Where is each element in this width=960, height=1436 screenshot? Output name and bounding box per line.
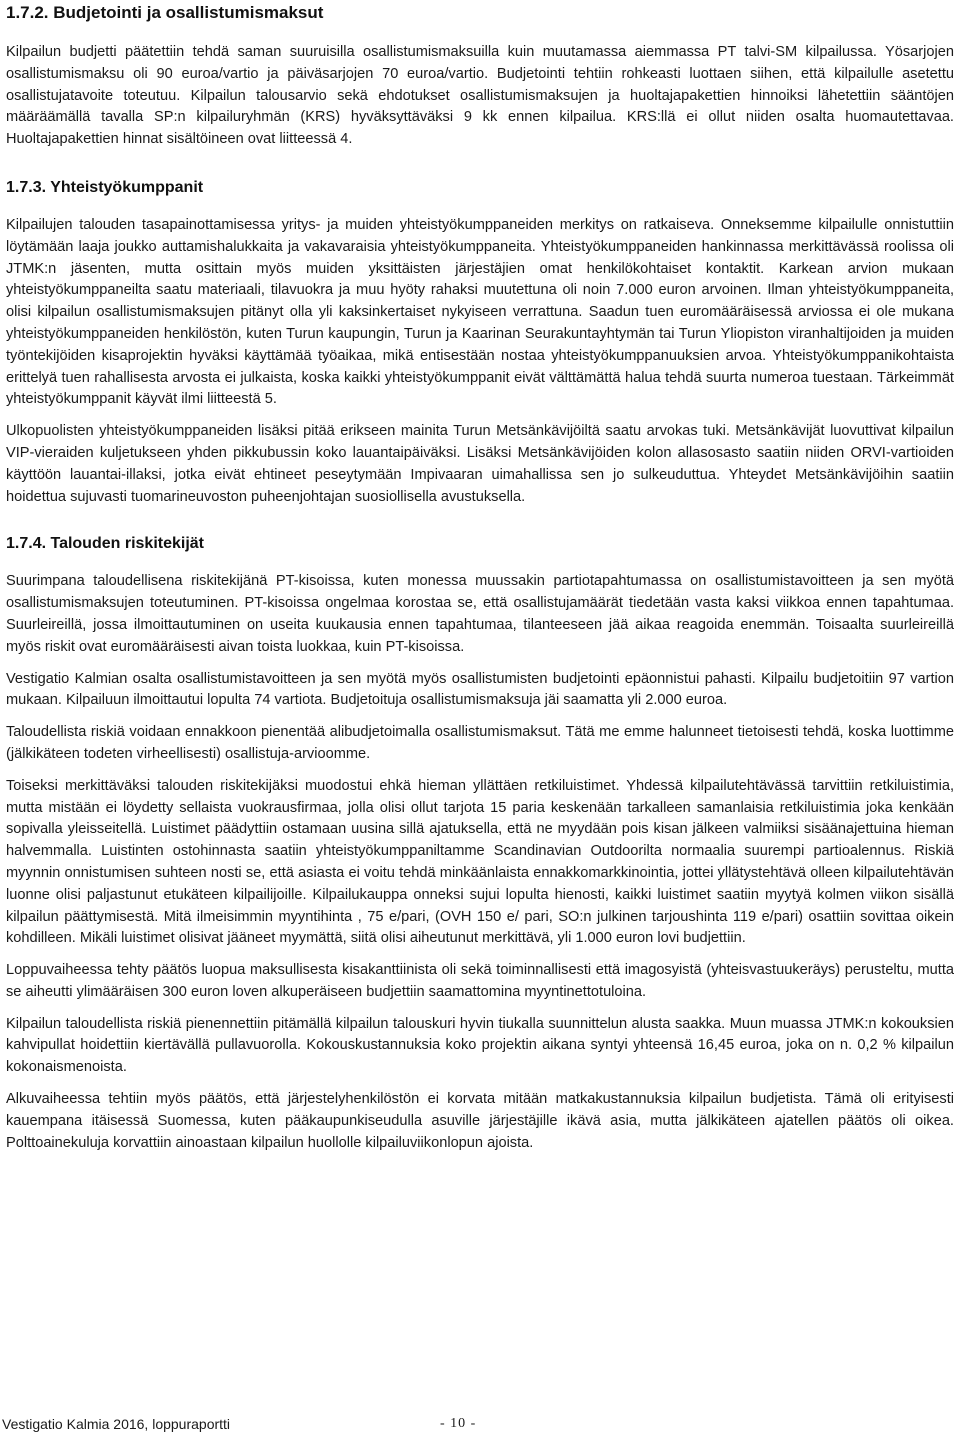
page-footer — [2, 1414, 952, 1434]
section-heading-budjetointi: 1.7.2. Budjetointi ja osallistumismaksut — [6, 3, 324, 22]
paragraph-yhteistyokumppanit-2: Ulkopuolisten yhteistyökumppaneiden lisäksi pitää erikseen mainita Turun Metsänkävijöiltä saatu arvokas tuki. Metsänkävijät luovuttivat kilpailun VIP-vieraiden kuljetukseen yhden pikkubussin koko lauantaipäiväksi. Lisäksi Metsänkävijöiden kolon allasosasto saatiin niiden ORVI-vartioiden käyttöön lauantai-illaksi, jotka eivät ehtineet peseytymään Impivaaran uimahallissa sen jo sulkeuduttua. Yhteydet Metsänkävijöihin saatiin hoidettua sujuvasti tuomarineuvoston puheenjohtajan suosiollisella avustuksella. — [6, 423, 954, 505]
footer-report-title: Vestigatio Kalmia 2016, loppuraportti — [2, 1416, 231, 1432]
paragraph-yhteistyokumppanit-1: Kilpailujen talouden tasapainottamisessa yritys- ja muiden yhteistyökumppaneiden merkitys on ratkaiseva. Onneksemme kilpailulle onnistuttiin löytämään laaja joukko auttamishalukkaita ja vakavaraisia yhteistyökumppaneita. Yhteistyökumppaneiden hankinnassa merkittävässä roolissa oli JTMK:n jäsenten, mutta osittain myös muiden yksittäisten järjestäjien omat henkilökohtaiset kontaktit. Karkean arvion mukaan yhteistyökumppaneilta saatu materiaali, tilavuokra ja muu hyöty rahaksi muutettuna oli noin 7.000 euron arvoinen. Ilman yhteistyökumppaneita, olisi kilpailun osallistumismaksujen pitänyt olla yli kaksinkertaiset nykyiseen verrattuna. Saadun tuen euromääräisessä arviossa ei ole mukana yhteistyökumppaneiden henkilöstön, kuten Turun kaupungin, Turun ja Kaarinan Seurakuntayhtymän tai Turun Yliopiston viranhaltijoiden ja muiden työntekijöiden kisaprojektin hyväksi käyttämää työaikaa, mikä entisestään nostaa yhteistyökumppanuuksien arvoa. Yhteistyökumppanikohtaista erittelyä tuen rahallisesta arvosta ei julkaista, koska kaikki yhteistyökumppanit eivät välttämättä halua tehdä suurta numeroa tuestaan. Tärkeimmät yhteistyökumppanit käyvät ilmi liitteestä 5. — [6, 216, 954, 408]
paragraph-riskitekijat-1: Suurimpana taloudellisena riskitekijänä PT-kisoissa, kuten monessa muussakin partiotapahtumassa on osallistumistavoitteen ja sen myötä osallistumismaksujen toteutuminen. PT-kisoissa ongelmaa korostaa se, että osallistujamäärät tiedetään vasta kaksi viikkoa ennen tapahtumaa. Suurleireillä, jossa ilmoittautuminen on useita kuukausia ennen tapahtumaa, tilanteeseen jää aikaa reagoida enemmän. Toisaalta suurleireillä myös riskit ovat euromääräisesti aivan toista luokkaa, kuin PT-kisoissa. — [6, 573, 954, 655]
section-heading-riskitekijat: 1.7.4. Talouden riskitekijät — [6, 535, 204, 553]
paragraph-riskitekijat-3: Taloudellista riskiä voidaan ennakkoon pienentää alibudjetoimalla osallistumismaksut. Tätä me emme halunneet tietoisesti tehdä, koska luottimme (jälkikäteen todeten virheellisesti) osallistuja-arvioomme. — [6, 724, 954, 762]
document-page — [6, 0, 954, 1154]
paragraph-riskitekijat-6: Kilpailun taloudellista riskiä pienennettiin pitämällä kilpailun talouskuri hyvin tiukalla suunnittelun alusta saakka. Muun muassa JTMK:n kokouksien kahvipullat hoidettiin kiertävällä pullavuorolla. Kokouskustannuksia koko projektin aikana syntyi yhteensä 16,45 euroa, joka on n. 0,2 % kilpailun kokonaismenoista. — [6, 1015, 954, 1076]
paragraph-budjetointi: Kilpailun budjetti päätettiin tehdä saman suuruisilla osallistumismaksuilla kuin muutamassa aiemmassa PT talvi-SM kilpailussa. Yösarjojen osallistumismaksu oli 90 euroa/vartio ja päiväsarjojen 70 euroa/vartio. Budjetointi tehtiin rohkeasti luottaen siihen, että kilpailulle asetettu osallistujatavoite toteutuu. Kilpailun talousarvio sekä ehdotukset osallistumismaksujen ja huoltajapakettien hinnoiksi lähetettiin sääntöjen määräämällä tavalla SP:n kilpailuryhmän (KRS) hyväksyttäväksi 9 kk ennen kilpailua. KRS:llä ei ollut niiden osalta huomautettavaa. Huoltajapakettien hinnat sisältöineen ovat liitteessä 4. — [6, 44, 954, 148]
paragraph-riskitekijat-2: Vestigatio Kalmian osalta osallistumistavoitteen ja sen myötä myös osallistumisten budjetointi epäonnistui pahasti. Kilpailu budjetoitiin 97 vartion mukaan. Kilpailuun ilmoittautui lopulta 74 vartiota. Budjetoituja osallistumismaksuja jäi saamatta yli 2.000 euroa. — [6, 670, 954, 709]
section-heading-yhteistyokumppanit: 1.7.3. Yhteistyökumppanit — [6, 178, 204, 196]
page-number: - 10 - — [440, 1416, 477, 1431]
paragraph-riskitekijat-4: Toiseksi merkittäväksi talouden riskitekijäksi muodostui ehkä hieman yllättäen retkiluistimet. Yhdessä kilpailutehtävässä tarvittiin retkiluistimia, mutta mistään ei löydetty sellaista vuokrausfirmaa, jolla olisi ollut tarjota 15 paria keskenään tarkalleen samanlaisia retkiluistimia joka kenkään sopivalla yleisseitellä. Luistimet päädyttiin ostamaan uusina sillä ajatuksella, että ne myydään pois kisan jälkeen valmiiksi sisäänajettuina hieman halvemmalla. Luistinten ostohinnasta saatiin yhteistyökumppaniltamme Scandinavian Outdoorilta normaalia suurempi partioalennus. Riskiä myynnin onnistumisen suhteen nosti se, että asiasta ei voitu tehdä minkäänlaista ennakkomarkkinointia, jottei yllätystehtävä olleen kilpailutehtävän luonne olisi paljastunut etukäteen kilpailijoille. Kilpailukauppa onneksi sujui lopulta hienosti, kaikki luistimet saatiin myytyä kolmen viikon sisällä kilpailun päättymisestä. Mitä ilmeisimmin myyntihinta , 75 e/pari, (OVH 150 e/ pari, SO:n julkinen tarjoushinta 119 e/pari) osattiin sovittaa oikein kohdilleen. Mikäli luistimet olisivat jääneet myymättä, siitä olisi aiheutunut merkittävä, yli 1.000 euron lovi budjettiin. — [6, 777, 954, 947]
paragraph-riskitekijat-5: Loppuvaiheessa tehty päätös luopua maksullisesta kisakanttiinista oli sekä toiminnallisesti että imagosyistä (yhteisvastuukeräys) perusteltu, mutta se aiheutti ylimääräisen 300 euron loven alkuperäiseen budjettiin saamattomina myyntinettotuloina. — [6, 962, 954, 1000]
paragraph-riskitekijat-7: Alkuvaiheessa tehtiin myös päätös, että järjestelyhenkilöstön ei korvata mitään matkakustannuksia kilpailun budjetista. Tämä oli erityisesti kauempana itäisessä Suomessa, kuten pääkaupunkiseudulla asuville järjestäjille ikävä asia, mutta jälkikäteen ajatellen päätös oli oikea. Polttoainekuluja korvattiin ainoastaan kilpailun huollolle kilpailuviikonlopun ajoista. — [6, 1091, 954, 1151]
